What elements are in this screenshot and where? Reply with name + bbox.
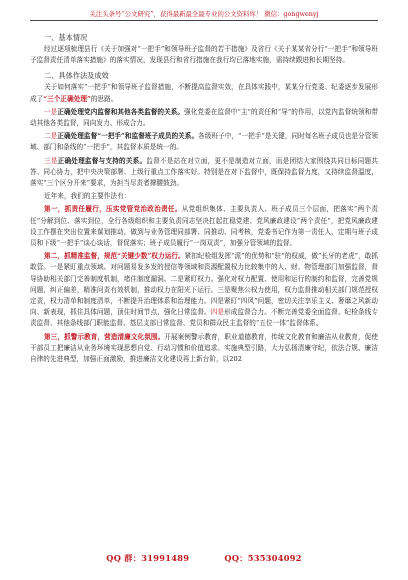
paragraph-2-end: 的思路。 [90,94,118,103]
paragraph-6: 近年来，我们的主要作法有： [44,192,131,201]
footer-qq: QQ：535304092 [224,553,302,563]
section-heading-1: 一、基本情况 [44,33,88,42]
paragraph-7 [30,204,378,249]
paragraph-7-title: 第一，抓责任履行，压实党管党治政治责任。 [44,205,182,214]
paragraph-8-lead: 四是 [210,308,225,317]
paragraph-4-text: 各级班子中，“一把手”是关键，同时每名班子成员也是分管领域、部门和条线的“一把手”，其监督本质是统一的。 [30,132,379,152]
paragraph-3-bold: 正确处理党内监督和其他各类监督的关系。 [57,107,185,116]
paragraph-9-title: 第三，抓警示教育，营造清廉文化氛围。 [44,332,165,341]
paragraph-4-lead: 二是 [44,132,58,141]
paragraph-4 [30,131,378,153]
paragraph-8-title: 第二，抓精准监督，规范“关键少数”权力运行。 [44,252,185,261]
paragraph-3 [30,107,378,129]
paragraph-8-end: 形成监督合力。不断完善党委全面监督、纪检条线专责监督、其他条线部门职能监督、基层支部日常监督、党员和群众民主监督的“五位一体”监督体系。 [30,308,378,328]
paragraph-5-lead: 三是 [44,156,58,165]
paragraph-9 [30,332,378,366]
paragraph-1: 经过逐项梳理县行《关于加强对“一把手”和领导班子监督的若干措施》及省行《关于某某省分行“一把手”和领导班子监督责任清单落实措施》的落实情况，发现县行和省行措施在我行均已落地实施，需持续跟进和长期坚持。 [30,45,378,65]
paragraph-3-lead: 一是 [44,107,58,116]
paragraph-2-text: 关于如何落实“一把手”和领导班子监督措施，不断提高监督实效，在具体实践中，某某分行党委、纪委逐步发展形成了 [30,83,378,103]
paragraph-5-bold: 正确处理监督与支持的关系。 [57,156,147,165]
footer-qq-group: QQ 群：31991489 [106,553,190,563]
paragraph-4-bold: 正确处理监督“一把手”和监督班子成员的关系。 [57,132,199,141]
paragraph-2 [30,82,378,104]
paragraph-5-text: 监督不是站在对立面，更不是制造对立面，而是团结大家围绕共同目标同题共答、同心协力，把中央决策部署、上级行重点工作落实好。特别是在对下监督中，既保持监督力度，又持续监督温度，落实“三个区分开来”要求，为担当尽责者撑腰鼓劲。 [30,156,378,188]
paragraph-9-text: 开展案例警示教育，职业道德教育，传统文化教育和廉洁从业教育，促使干部员工把廉洁从业务环境实现思想自觉、行动习惯和价值追求。实施典型引路，大力弘扬清廉守纪，依法合规、廉洁自律的先进典型，加强正面激励，推进廉洁文化建设再上新台阶，以202 [30,332,378,364]
header-banner: 关注头条号“公文研究”，获得最新最全最专业的公文资料库！ 微信：gongwenyj [89,10,319,18]
paragraph-8-text: 紧扣纪检组发挥“派”的优势和“驻”的权威，做“长牙的老虎”，敢抓敢管。一是紧盯重点领域。对问题易发多发的授信等领域和资源配置权力比较集中的人、财、物管理部门加强监督，督导协助相关部门完善制度机制，堵住制度漏洞。二是紧盯权力。强化对权力配置、使用和运行的制约和监督，完善党规问题，纠正偏差，精准问责有效机制，推动权力在阳光下运行。三是聚焦公权力使用，权力监督推动相关部门规范授权定责，权力清单和制度清单，不断提升治理体系和治理能力。四是紧盯“四风”问题，密切关注享乐主义、奢靡之风新动向、新表现，抓住具体问题，顶住时间节点，强化日常监督。 [30,252,379,317]
document-body [30,21,378,365]
paragraph-7-text: 从党组织集体、主要负责人、班子成员三个层面，把落实“两个责任”分解到位、落实到位，全行各级组织和主要负责同志坚决扛起扛稳党建、党风廉政建设“两个责任”，把党风廉政建设工作摆在突出位置来谋划推动，做到与业务管理同部署、同推动、同考核，党委书记作为第一责任人，定期与班子成员和下级“一把手”谈心谈话，督促落实；班子成员履行“一岗双责”，加强分管领域的监督。 [30,205,379,248]
paragraph-5 [30,156,378,190]
paragraph-2-highlight: “三个正确处理” [43,94,91,103]
section-heading-2: 二、具体作法及成效 [44,71,109,81]
paragraph-8 [30,251,378,329]
paragraph-3-text: 强化党委在监督中“主”的责任和“导”的作用，以党内监督统领和带动其他各类监督，同向发力、形成合力。 [30,107,378,128]
footer-contact [0,553,408,564]
